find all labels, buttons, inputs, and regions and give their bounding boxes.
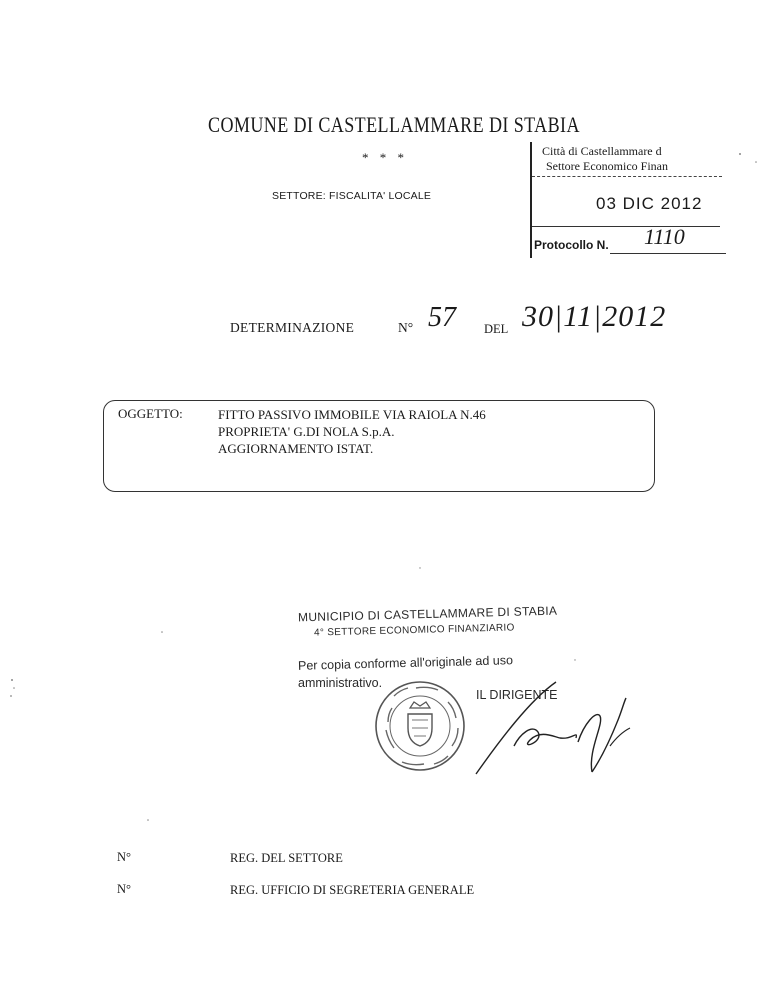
stamp-divider xyxy=(532,176,722,177)
official-seal-icon xyxy=(372,678,468,774)
oggetto-line: FITTO PASSIVO IMMOBILE VIA RAIOLA N.46 xyxy=(218,407,486,422)
stamp-city-line: Città di Castellammare d xyxy=(542,144,662,158)
footer-number-label: N° xyxy=(117,882,132,896)
determinazione-label: DETERMINAZIONE xyxy=(230,320,355,335)
determinazione-number: 57 xyxy=(428,302,456,333)
certification-copy-line: Per copia conforme all'originale ad uso xyxy=(297,653,514,673)
protocol-stamp xyxy=(530,142,732,258)
oggetto-line: AGGIORNAMENTO ISTAT. xyxy=(218,441,374,456)
stamp-date: 03 DIC 2012 xyxy=(596,194,703,213)
determinazione-date: 30|11|2012 xyxy=(522,300,667,333)
signer-title: IL DIRIGENTE xyxy=(476,688,558,702)
stamp-settore-line: Settore Economico Finan xyxy=(546,159,668,173)
oggetto-label: OGGETTO: xyxy=(118,406,183,421)
determinazione-number-label: N° xyxy=(398,320,414,335)
settore-label: SETTORE: FISCALITA' LOCALE xyxy=(272,190,432,202)
oggetto-text xyxy=(218,406,486,457)
footer-number-label: N° xyxy=(117,850,132,864)
protocollo-label: Protocollo N. xyxy=(534,238,609,252)
certification-municipio: MUNICIPIO DI CASTELLAMMARE DI STABIA xyxy=(297,603,558,625)
stamp-divider xyxy=(532,226,720,227)
footer-reg-settore: REG. DEL SETTORE xyxy=(230,851,343,865)
certification-admin-line: amministrativo. xyxy=(298,676,383,690)
document-title: COMUNE DI CASTELLAMMARE DI STABIA xyxy=(208,112,580,137)
determinazione-del-label: DEL xyxy=(484,322,509,336)
title-stars: * * * xyxy=(362,150,408,165)
protocollo-underline xyxy=(610,253,726,254)
protocollo-number: 1110 xyxy=(644,224,685,249)
footer-reg-segreteria: REG. UFFICIO DI SEGRETERIA GENERALE xyxy=(230,883,475,897)
oggetto-line: PROPRIETA' G.DI NOLA S.p.A. xyxy=(218,424,395,439)
handwritten-signature xyxy=(460,680,640,780)
certification-settore: 4° SETTORE ECONOMICO FINANZIARIO xyxy=(313,622,515,639)
